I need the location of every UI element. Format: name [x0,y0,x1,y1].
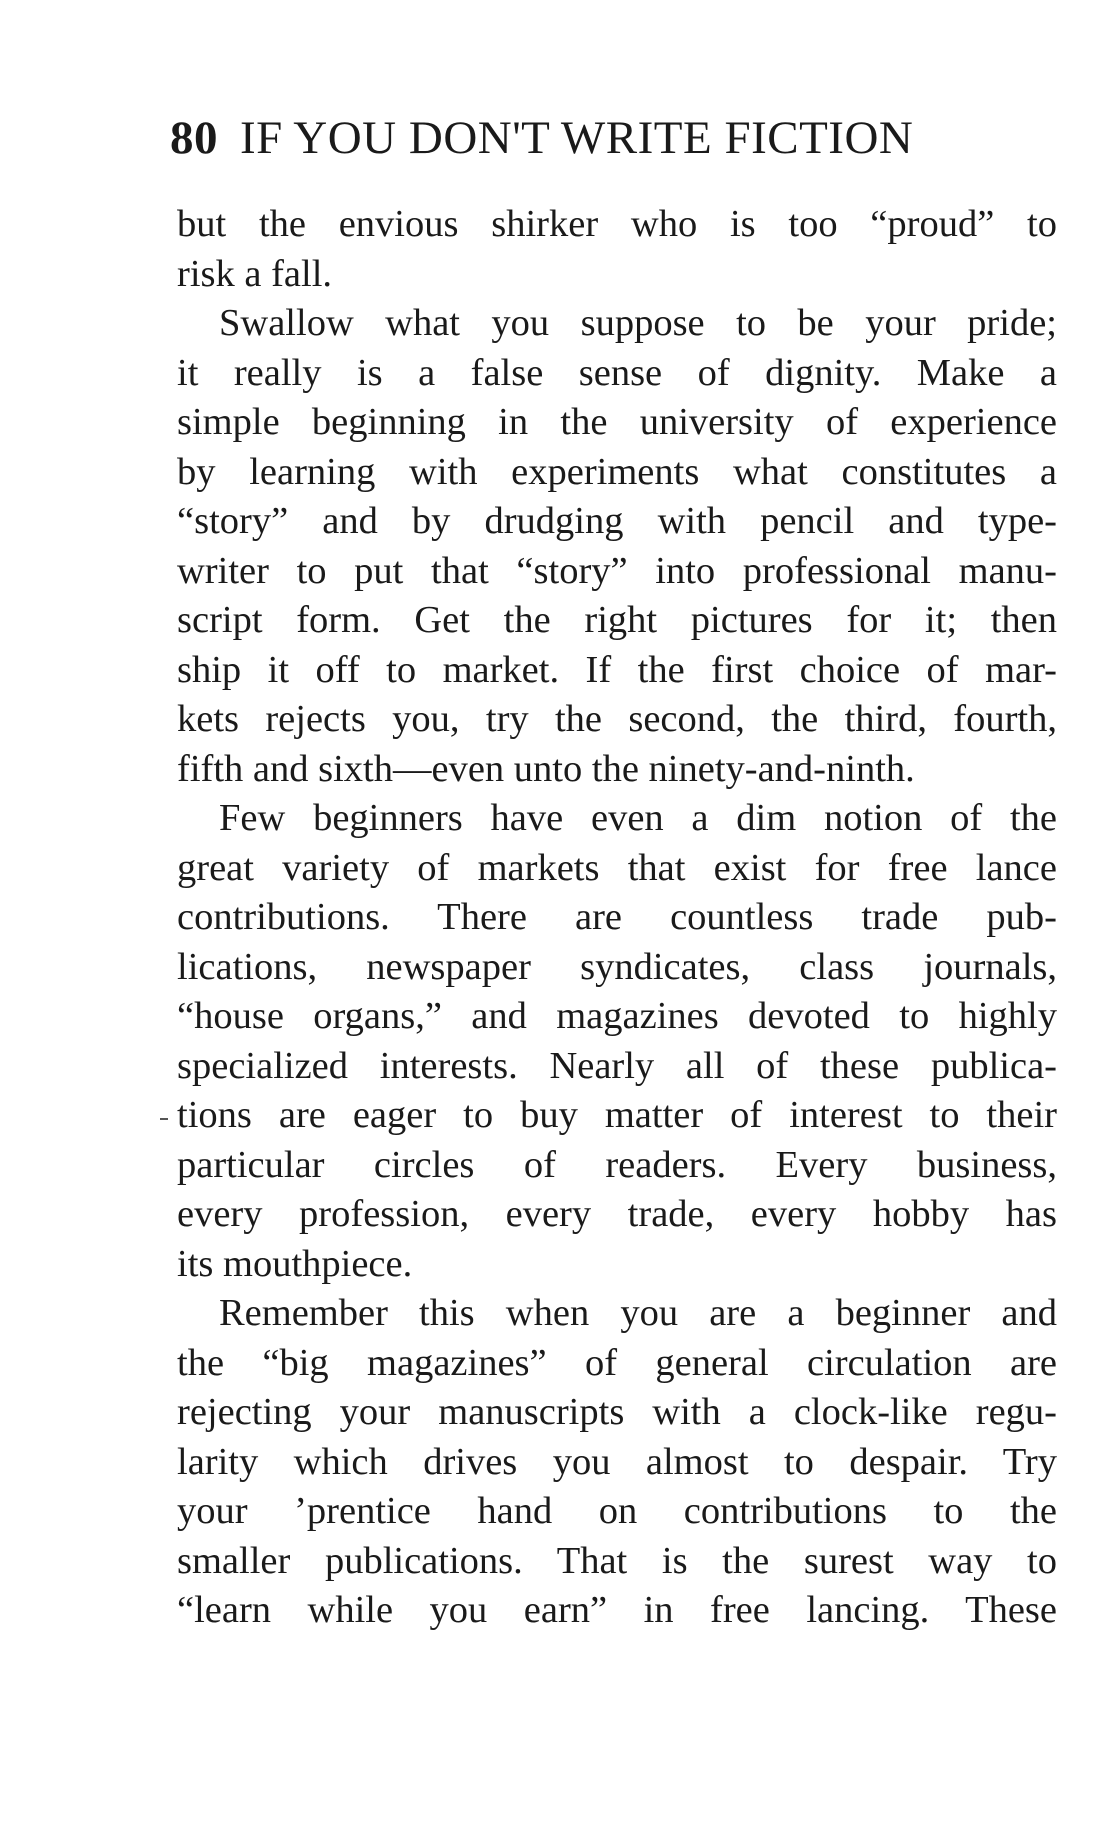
text-line: Swallow what you suppose to be your pride; [219,302,1057,344]
page-number: 80 [170,112,218,164]
text-line: Few beginners have even a dim notion of the [219,797,1057,839]
text-line: its mouthpiece. [177,1242,413,1285]
text-line: kets rejects you, try the second, the third, fourth, [177,698,1057,740]
text-line: great variety of markets that exist for free lance [177,846,1057,889]
text-line: larity which drives you almost to despair. Try [177,1440,1057,1483]
text-line: lications, newspaper syndicates, class journals, [177,945,1057,988]
text-line: ship it off to market. If the first choice of mar- [177,648,1057,691]
text-line: smaller publications. That is the surest way to [177,1539,1057,1582]
text-line: every profession, every trade, every hobby has [177,1193,1057,1235]
text-line: rejecting your manuscripts with a clock-like regu- [177,1391,1057,1433]
running-title: IF YOU DON'T WRITE FICTION [240,112,914,164]
text-line: simple beginning in the university of experience [177,401,1057,443]
text-line: the “big magazines” of general circulation are [177,1341,1057,1384]
running-head [170,108,970,168]
text-line: contributions. There are countless trade pub- [177,896,1057,938]
text-line: your ’prentice hand on contributions to the [177,1490,1057,1532]
text-line: by learning with experiments what constitutes a [177,450,1057,493]
ink-speck [160,1118,168,1120]
text-line: Remember this when you are a beginner and [219,1292,1057,1334]
text-line: it really is a false sense of dignity. Make a [177,351,1057,394]
text-line: specialized interests. Nearly all of these publica- [177,1044,1057,1087]
text-line: but the envious shirker who is too “proud” to [177,203,1057,245]
text-line: “story” and by drudging with pencil and type- [177,500,1057,542]
text-line: risk a fall. [177,252,333,295]
text-line: particular circles of readers. Every business, [177,1143,1057,1186]
text-line: writer to put that “story” into professional manu- [177,549,1057,592]
body-text [177,200,1057,1636]
text-line: “learn while you earn” in free lancing. These [177,1589,1057,1631]
text-line: tions are eager to buy matter of interest to their [177,1094,1057,1136]
text-line: fifth and sixth—even unto the ninety-and-ninth. [177,747,915,790]
text-line: script form. Get the right pictures for it; then [177,599,1057,641]
text-line: “house organs,” and magazines devoted to highly [177,995,1057,1037]
